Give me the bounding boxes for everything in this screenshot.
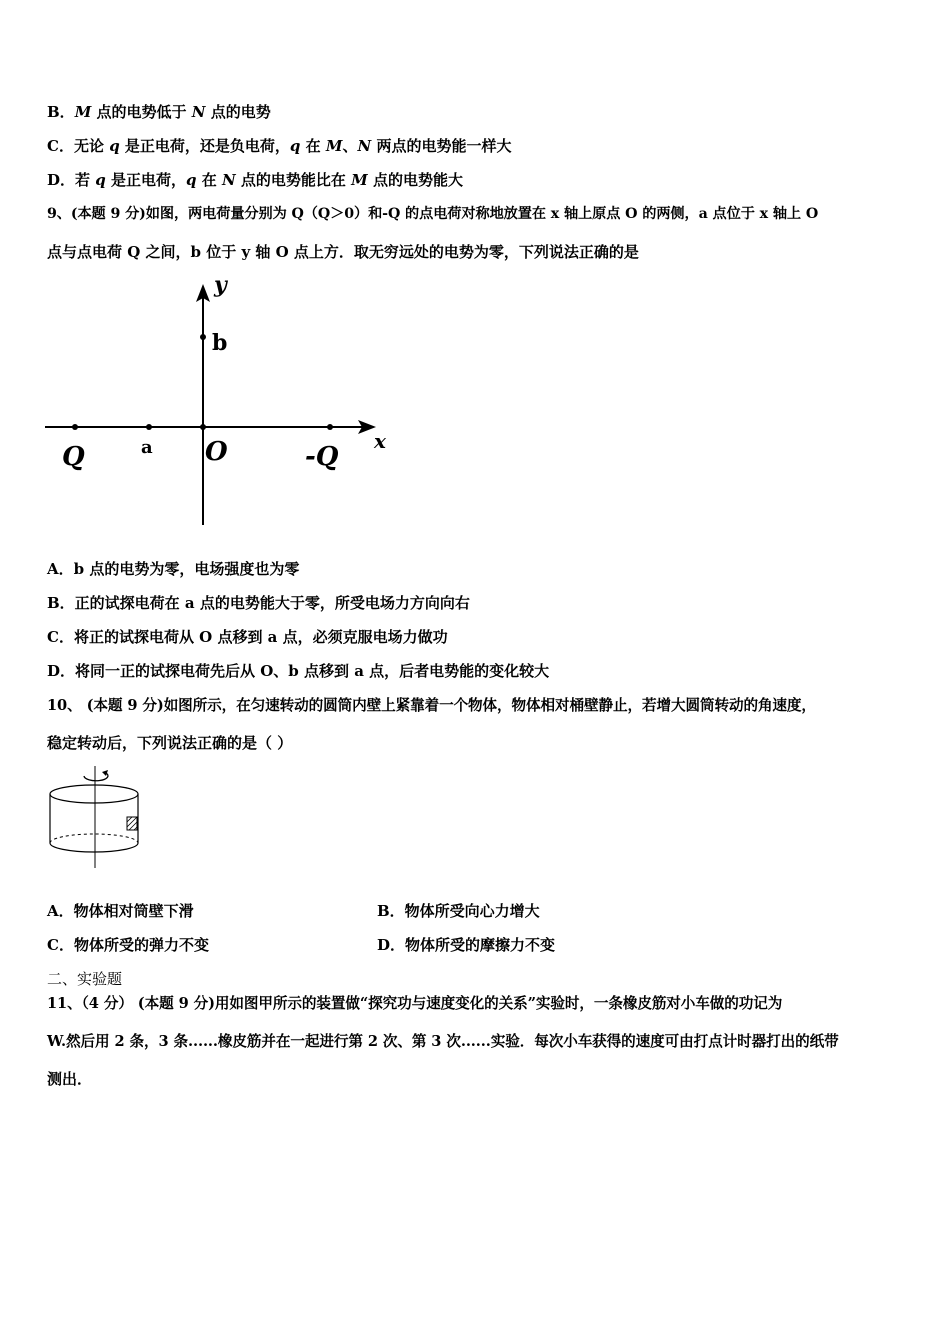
q10-stem-line1: 10、 (本题 9 分)如图所示，在匀速转动的圆筒内壁上紧靠着一个物体，物体相对桶壁静止，若增大圆筒转动的角速度， xyxy=(47,697,816,714)
var-M: M xyxy=(74,103,92,121)
q9-figure-axes xyxy=(40,270,410,530)
option-label: B． xyxy=(47,103,75,121)
var-M: M xyxy=(351,171,368,189)
text: 在 xyxy=(196,171,222,189)
text: 两点的电势能一样大 xyxy=(371,137,512,155)
label-q: Q xyxy=(62,442,85,472)
text: 在 xyxy=(300,137,326,155)
option-label: C． xyxy=(47,137,74,155)
q8-option-b xyxy=(47,102,271,122)
q9-stem-line1: 9、(本题 9 分)如图，两电荷量分别为 Q（Q＞0）和-Q 的点电荷对称地放置在 x 轴上原点 O 的两侧，a 点位于 x 轴上 O xyxy=(47,206,819,222)
charge-neg-q-point xyxy=(327,424,333,430)
option-label: D． xyxy=(47,171,76,189)
var-q: q xyxy=(109,137,120,155)
var-N: N xyxy=(191,103,206,121)
cylinder-top xyxy=(50,785,138,803)
text: 点的电势低于 xyxy=(91,103,192,121)
q8-option-c xyxy=(47,136,511,156)
q10-option-a: A．物体相对筒壁下滑 xyxy=(47,902,194,920)
q9-option-d: D．将同一正的试探电荷先后从 O、b 点移到 a 点，后者电势能的变化较大 xyxy=(47,662,550,680)
q10-cylinder-figure xyxy=(44,764,148,870)
label-neg-q: -Q xyxy=(305,442,339,472)
text: 点的电势 xyxy=(205,103,271,121)
charge-q-point xyxy=(72,424,78,430)
text: 点的电势能比在 xyxy=(235,171,352,189)
var-N: N xyxy=(357,137,372,155)
point-b xyxy=(200,334,206,340)
var-M: M xyxy=(325,137,343,155)
origin-point xyxy=(200,424,206,430)
label-b: b xyxy=(212,330,228,356)
var-N: N xyxy=(221,171,236,189)
q10-option-c: C．物体所受的弹力不变 xyxy=(47,936,209,954)
text: 无论 xyxy=(73,137,110,155)
var-q: q xyxy=(95,171,106,189)
q9-option-c: C．将正的试探电荷从 O 点移到 a 点，必须克服电场力做功 xyxy=(47,628,448,646)
q9-option-b: B．正的试探电荷在 a 点的电势能大于零，所受电场力方向向右 xyxy=(47,594,470,612)
section-heading: 二、实验题 xyxy=(47,970,123,988)
cylinder-bottom-front xyxy=(50,843,138,852)
q11-stem-line3: 测出． xyxy=(47,1070,93,1088)
q9-option-a: A．b 点的电势为零，电场强度也为零 xyxy=(47,560,300,578)
q8-option-d xyxy=(47,170,463,190)
label-y: y xyxy=(214,272,227,298)
var-q: q xyxy=(185,171,197,189)
q9-stem-line2: 点与点电荷 Q 之间，b 位于 y 轴 O 点上方．取无穷远处的电势为零，下列说法正确的是 xyxy=(47,243,639,261)
text: 若 xyxy=(75,171,96,189)
q11-stem-line2: W.然后用 2 条，3 条......橡皮筋并在一起进行第 2 次、第 3 次......实验．每次小车获得的速度可由打点计时器打出的纸带 xyxy=(47,1033,839,1050)
var-q: q xyxy=(289,137,301,155)
cylinder-bottom-back xyxy=(50,834,138,843)
q10-stem-line2: 稳定转动后，下列说法正确的是（ ） xyxy=(47,734,293,752)
q10-option-d: D．物体所受的摩擦力不变 xyxy=(377,936,556,954)
label-o: O xyxy=(205,437,228,467)
text: 、 xyxy=(342,137,358,155)
label-x: x xyxy=(374,429,386,453)
q11-stem-line1: 11、（4 分） (本题 9 分)用如图甲所示的装置做“探究功与速度变化的关系”实验时，一条橡皮筋对小车做的功记为 xyxy=(47,995,783,1012)
label-a: a xyxy=(141,437,153,458)
text: 点的电势能大 xyxy=(367,171,463,189)
q10-option-b: B．物体所受向心力增大 xyxy=(377,902,540,920)
text: 是正电荷，还是负电荷， xyxy=(119,137,290,155)
point-a xyxy=(146,424,152,430)
text: 是正电荷， xyxy=(105,171,186,189)
